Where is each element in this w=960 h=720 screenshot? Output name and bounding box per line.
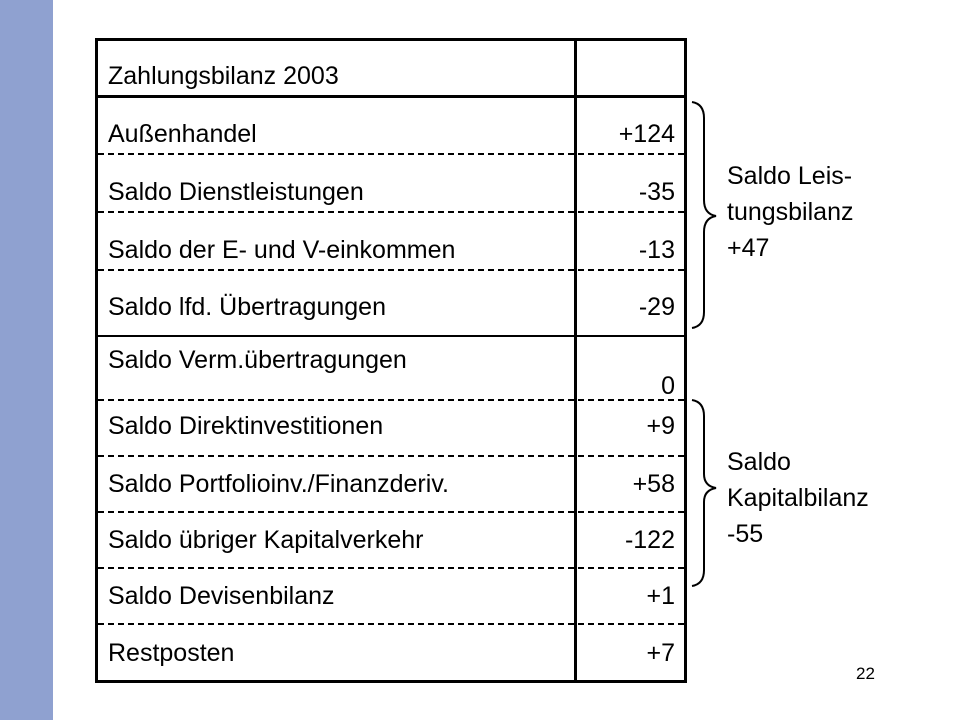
row-separator: [98, 567, 684, 569]
row-separator: [98, 153, 684, 155]
row-label: Saldo der E- und V-einkommen: [108, 236, 456, 264]
row-separator: [98, 455, 684, 457]
table-row: [98, 345, 684, 405]
row-label: Saldo übriger Kapitalverkehr: [108, 526, 424, 554]
row-separator: [98, 399, 684, 401]
row-value: -13: [638, 236, 675, 264]
row-separator: [98, 269, 684, 271]
left-accent-bar: [0, 0, 53, 720]
page-number: 22: [856, 664, 875, 683]
row-value: 0: [661, 372, 675, 400]
brace-leistungsbilanz: [690, 100, 720, 330]
annotation-kapitalbilanz: Saldo Kapitalbilanz -55: [727, 448, 869, 548]
row-label: Saldo Verm.übertragungen: [108, 346, 407, 374]
brace-kapitalbilanz: [690, 398, 720, 588]
annotation-leistungsbilanz: Saldo Leis- tungsbilanz +47: [727, 162, 854, 262]
row-value: -29: [638, 293, 675, 321]
row-value: +58: [632, 470, 675, 498]
row-separator: [98, 335, 684, 337]
balance-of-payments-table: [95, 38, 687, 683]
row-label: Saldo Portfolioinv./Finanzderiv.: [108, 470, 449, 498]
row-value: +124: [618, 120, 675, 148]
row-label: Saldo lfd. Übertragungen: [108, 293, 386, 321]
row-label: Saldo Direktinvestitionen: [108, 412, 384, 440]
row-label: Restposten: [108, 639, 235, 667]
row-value: +9: [646, 412, 675, 440]
row-separator: [98, 623, 684, 625]
row-separator: [98, 211, 684, 213]
row-label: Saldo Dienstleistungen: [108, 178, 364, 206]
row-label: Außenhandel: [108, 120, 257, 148]
row-value: +7: [646, 639, 675, 667]
row-value: -122: [624, 526, 675, 554]
row-value: +1: [646, 582, 675, 610]
row-separator: [98, 511, 684, 513]
row-label: Saldo Devisenbilanz: [108, 582, 335, 610]
table-header: Zahlungsbilanz 2003: [108, 62, 339, 90]
header-separator: [98, 95, 684, 98]
row-value: -35: [638, 178, 675, 206]
